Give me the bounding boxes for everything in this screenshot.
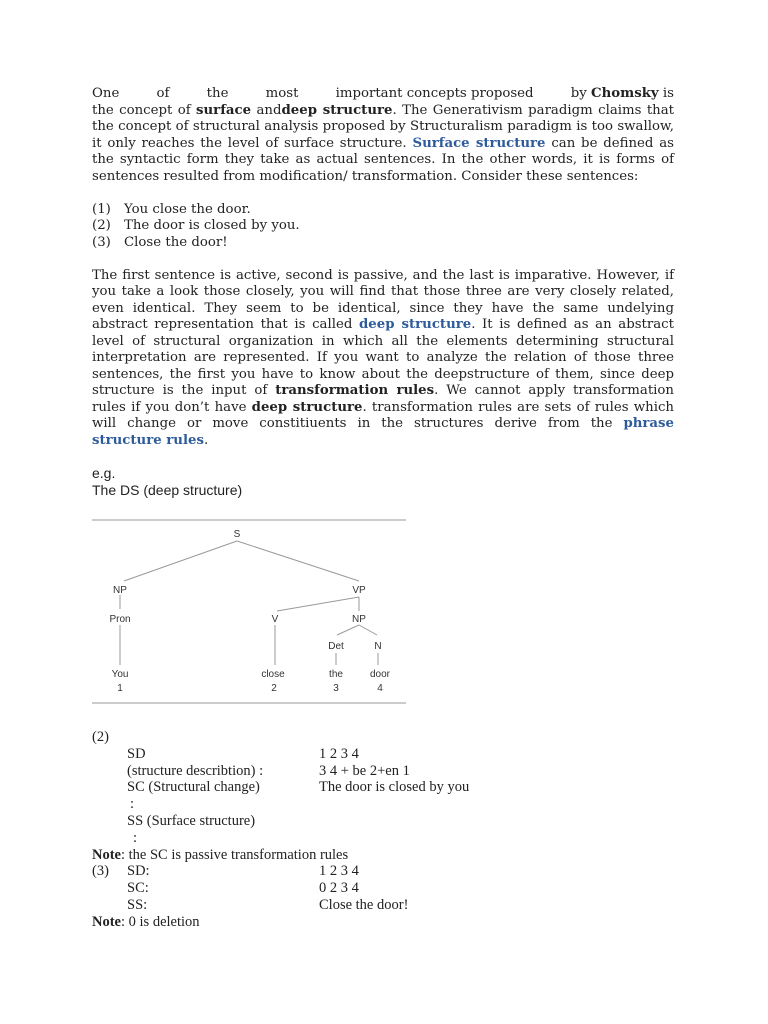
indent — [92, 830, 127, 847]
node-pron: Pron — [109, 614, 131, 625]
indent — [92, 746, 127, 763]
sentence-text: The door is closed by you. — [124, 218, 300, 233]
document-body — [92, 86, 674, 499]
intro-paragraph — [92, 86, 674, 103]
term-surface: surface — [196, 102, 252, 118]
node-s: S — [233, 529, 241, 540]
word: of — [156, 86, 170, 101]
index-2: 2 — [271, 683, 277, 694]
term-phrase-structure-rules: phrase structure rules — [92, 416, 674, 448]
indent — [92, 779, 127, 796]
note-label: Note — [92, 846, 121, 863]
ex2-sd-desc: (structure describtion) : — [127, 762, 264, 779]
term-chomsky: Chomsky — [591, 86, 659, 101]
ex2-sd-row — [92, 746, 674, 763]
example-sentences — [92, 202, 674, 252]
ex3-sd-row — [92, 863, 674, 880]
eg-label: e.g. — [92, 465, 116, 481]
ex3-sc-value: 0 2 3 4 — [319, 880, 359, 897]
sentence-text: You close the door. — [124, 201, 251, 217]
node-vp: VP — [352, 585, 366, 596]
ex2-sc-row — [92, 779, 674, 796]
ex3-sd-label: SD: — [127, 863, 150, 880]
branch-s-vp — [237, 541, 359, 581]
index-3: 3 — [333, 683, 339, 694]
node-det: Det — [328, 641, 344, 652]
index-4: 4 — [377, 683, 383, 694]
ex3-sd-value: 1 2 3 4 — [319, 863, 359, 880]
term-deep-structure: deep structure — [358, 317, 472, 332]
tree-diagram — [92, 519, 406, 705]
leaf-door: door — [369, 669, 391, 680]
deep-structure-tree — [92, 519, 406, 705]
sentence-text: Close the door! — [124, 234, 228, 250]
term-deep-structure: deep structure — [251, 399, 363, 415]
note-text: : 0 is deletion — [121, 913, 200, 930]
term-deep-structure: deep structure — [281, 102, 393, 118]
sentence-number: (3) — [92, 234, 111, 250]
text: . — [203, 432, 209, 448]
ex3-sc-label: SC: — [127, 880, 149, 897]
index-1: 1 — [117, 683, 123, 694]
ex2-sd-value2: 3 4 + be 2+en 1 — [319, 762, 410, 779]
ex2-colon: : — [133, 829, 138, 846]
indent — [92, 897, 127, 914]
word: the — [206, 86, 229, 101]
example-heading — [92, 465, 674, 499]
indent — [92, 763, 127, 780]
word: important concepts proposed — [335, 86, 534, 101]
sentence-number: (1) — [92, 201, 111, 217]
ex3-ss-label: SS: — [127, 896, 148, 913]
branch-np-n — [359, 625, 377, 635]
text: . It is defined as an abstract level of structural organization in which all the elements determining structural interpretation are represented. If you want to analyze the relation of those three sentences, the first you have to know about the deepstructure of them, since deep structure is the input of — [92, 317, 674, 398]
indent — [92, 880, 127, 897]
second-paragraph — [92, 268, 674, 450]
branch-s-np — [124, 541, 237, 581]
note-text: : the SC is passive transformation rules — [121, 846, 349, 863]
node-v: V — [271, 614, 279, 625]
ex2-colon2-row — [92, 830, 674, 847]
ex3-sc-row — [92, 880, 674, 897]
node-n: N — [374, 641, 382, 652]
ex2-sd-value: 1 2 3 4 — [319, 745, 359, 762]
ex2-note-row — [92, 847, 674, 864]
ex2-label: (2) — [92, 729, 109, 745]
ex2-sc-label: SC (Structural change) — [127, 779, 260, 796]
list-item — [92, 202, 674, 219]
text: the concept of — [92, 102, 197, 118]
text: . The Generativism paradigm claims that the concept of structural analysis proposed by Structuralism paradigm is too swallow, it only reaches the level of surface structure. — [92, 102, 674, 151]
transformation-examples — [92, 729, 674, 931]
text: . transformation rules are sets of rules which will change or move constitiuents in the structures derive from the — [92, 399, 674, 431]
term-surface-structure: Surface structure — [412, 135, 546, 151]
leaf-the: the — [329, 669, 343, 680]
ex2-sc-value: The door is closed by you — [319, 779, 470, 796]
word: One — [92, 86, 120, 101]
leaf-close: close — [261, 669, 285, 680]
spacer — [92, 251, 674, 268]
spacer — [92, 185, 674, 202]
ex2-colon: : — [130, 796, 135, 813]
list-item — [92, 235, 674, 252]
word: most — [265, 86, 299, 101]
leaf-you: You — [111, 669, 129, 680]
ex2-ss-row — [92, 813, 674, 830]
word-group — [571, 86, 674, 103]
word: is — [658, 86, 674, 101]
indent — [92, 813, 127, 830]
ex2-label-row — [92, 729, 674, 746]
node-np: NP — [113, 585, 127, 596]
intro-paragraph-cont — [92, 103, 674, 186]
branch-vp-v — [277, 597, 359, 611]
word: by — [570, 86, 587, 101]
ex3-ss-value: Close the door! — [319, 896, 409, 913]
list-item — [92, 218, 674, 235]
branch-np-det — [337, 625, 359, 635]
ex2-sd-desc-row — [92, 763, 674, 780]
note-label: Note — [92, 913, 121, 930]
indent — [92, 796, 127, 813]
ex3-ss-row — [92, 897, 674, 914]
text: . We cannot apply transformation rules if you don’t have — [92, 383, 674, 415]
term-transformation-rules: transformation rules — [275, 383, 435, 398]
text: can be defined as the syntactic form they take as actual sentences. In the other words, it is forms of sentences resulted from modification/ transformation. Consider these sentences: — [92, 135, 674, 184]
ex2-sd-label: SD — [127, 745, 146, 762]
ex2-colon-row — [92, 796, 674, 813]
tree-caption: The DS (deep structure) — [92, 482, 243, 498]
node-np-object: NP — [352, 614, 366, 625]
sentence-number: (2) — [92, 218, 111, 233]
text: The first sentence is active, second is passive, and the last is imparative. However, if you take a look those closely, you will find that those three are very closely related, even identical. They seem to be identical, since they have the same undelying abstract representation that is called — [92, 267, 674, 332]
ex2-ss-label: SS (Surface structure) — [127, 812, 256, 829]
ex3-note-row — [92, 914, 674, 931]
ex3-label: (3) — [92, 863, 109, 880]
text: and — [251, 102, 282, 118]
